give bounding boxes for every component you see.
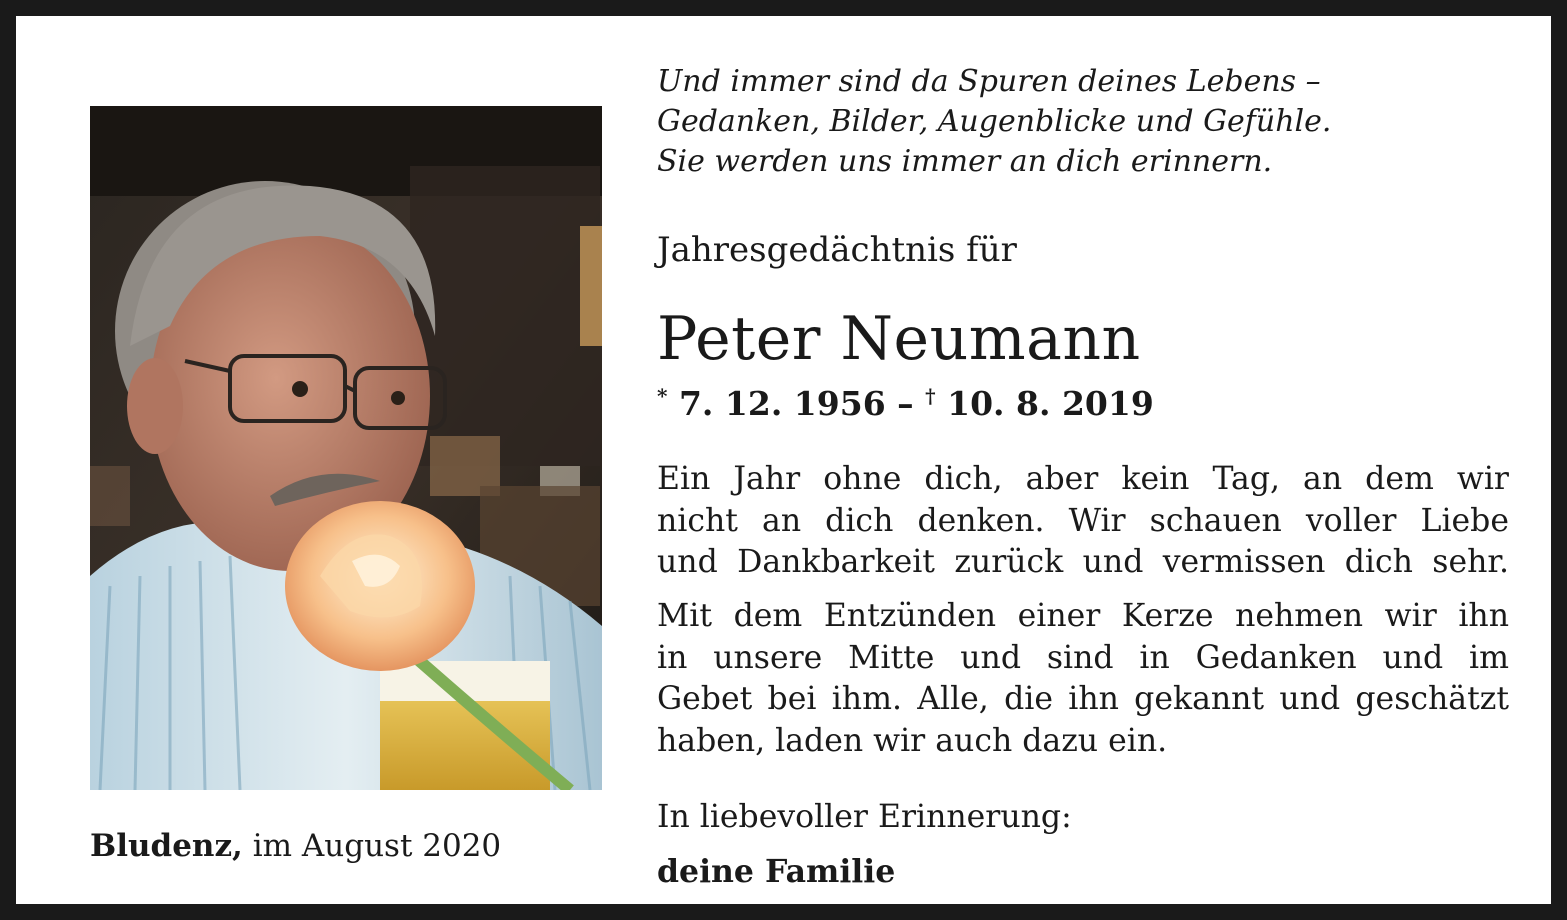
- death-date: 10. 8. 2019: [947, 384, 1154, 423]
- birth-date: 7. 12. 1956: [678, 384, 886, 423]
- birth-symbol: *: [657, 384, 668, 408]
- date-separator: –: [897, 384, 914, 423]
- place-date-line: [90, 828, 501, 864]
- paragraph-remembrance: [657, 459, 1509, 584]
- paragraph-line: Gebet bei ihm. Alle, die ihn gekannt und geschätzt: [657, 681, 1509, 717]
- signature: deine Familie: [657, 853, 896, 890]
- paragraph-line: Ein Jahr ohne dich, aber kein Tag, an dem wir: [657, 461, 1509, 497]
- deceased-name: Peter Neumann: [657, 304, 1141, 374]
- paragraph-line: haben, laden wir auch dazu ein.: [657, 722, 1168, 759]
- portrait-photo: [90, 106, 602, 790]
- paragraph-line: Mit dem Entzünden einer Kerze nehmen wir ihn: [657, 598, 1509, 634]
- paragraph-line: und Dankbarkeit zurück und vermissen dich sehr.: [657, 544, 1509, 580]
- poem-line: Gedanken, Bilder, Augenblicke und Gefühle.: [657, 104, 1332, 139]
- death-symbol: †: [925, 384, 936, 408]
- closing-line: In liebevoller Erinnerung:: [657, 799, 1072, 835]
- date-line: im August 2020: [252, 828, 502, 864]
- poem-line: Und immer sind da Spuren deines Lebens –: [657, 64, 1321, 99]
- paragraph-line: in unsere Mitte und sind in Gedanken und im: [657, 639, 1509, 676]
- place-name: Bludenz,: [90, 828, 243, 864]
- memorial-intro: Jahresgedächtnis für: [657, 230, 1017, 270]
- paragraph-line: nicht an dich denken. Wir schauen voller Liebe: [657, 502, 1509, 539]
- paragraph-candle: [657, 596, 1509, 762]
- poem-line: Sie werden uns immer an dich erinnern.: [657, 144, 1273, 179]
- poem-quote: [657, 62, 1331, 182]
- life-dates: [657, 384, 1154, 423]
